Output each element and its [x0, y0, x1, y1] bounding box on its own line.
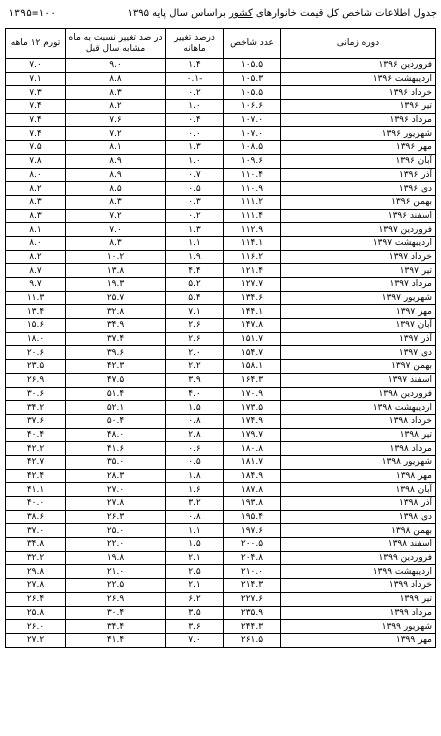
cell-period: آذر ۱۳۹۸ [281, 497, 436, 511]
table-row [6, 538, 436, 552]
cell-monthly-change: ۱.۴ [166, 59, 224, 73]
table-row [6, 592, 436, 606]
cell-yoy-change: ۴۱.۶ [66, 442, 166, 456]
cell-index: ۱۳۴.۶ [224, 291, 281, 305]
header-index: عدد شاخص [224, 29, 281, 59]
cell-period: اردیبهشت ۱۳۹۶ [281, 72, 436, 86]
cell-yoy-change: ۱۳.۸ [66, 264, 166, 278]
cell-index: ۱۶۴.۳ [224, 373, 281, 387]
cell-monthly-change: ۳.۹ [166, 373, 224, 387]
cell-yoy-change: ۲۵.۰ [66, 524, 166, 538]
cell-period: اسفند ۱۳۹۸ [281, 538, 436, 552]
cell-yoy-change: ۱۹.۳ [66, 278, 166, 292]
table-row [6, 154, 436, 168]
cell-period: شهریور ۱۳۹۷ [281, 291, 436, 305]
cell-monthly-change: ۰.۵ [166, 455, 224, 469]
table-row [6, 278, 436, 292]
cell-yoy-change: ۵۱.۴ [66, 387, 166, 401]
cell-period: آذر ۱۳۹۷ [281, 332, 436, 346]
cell-index: ۱۷۴.۹ [224, 414, 281, 428]
table-row [6, 141, 436, 155]
cell-index: ۱۰۷.۰ [224, 127, 281, 141]
cell-yoy-change: ۴۸.۰ [66, 428, 166, 442]
cell-index: ۱۵۱.۷ [224, 332, 281, 346]
cell-period: اردیبهشت ۱۳۹۷ [281, 236, 436, 250]
cell-yoy-change: ۳۵.۰ [66, 455, 166, 469]
cell-yoy-change: ۷.۰ [66, 223, 166, 237]
cell-period: مهر ۱۳۹۸ [281, 469, 436, 483]
table-row [6, 113, 436, 127]
cell-monthly-change: ۰.۸ [166, 510, 224, 524]
cell-12-month-inflation: ۲۷.۲ [6, 633, 66, 647]
table-row [6, 223, 436, 237]
cell-index: ۱۹۷.۶ [224, 524, 281, 538]
cell-index: ۱۵۴.۷ [224, 346, 281, 360]
cell-period: خرداد ۱۳۹۶ [281, 86, 436, 100]
cell-yoy-change: ۱۰.۲ [66, 250, 166, 264]
table-row [6, 579, 436, 593]
cell-monthly-change: ۱.۵ [166, 538, 224, 552]
cell-yoy-change: ۸.۳ [66, 86, 166, 100]
table-row [6, 414, 436, 428]
cell-index: ۱۱۰.۹ [224, 182, 281, 196]
table-row [6, 483, 436, 497]
cell-yoy-change: ۱۹.۸ [66, 551, 166, 565]
cell-period: مهر ۱۳۹۶ [281, 141, 436, 155]
cell-12-month-inflation: ۷.۳ [6, 86, 66, 100]
table-row [6, 127, 436, 141]
cell-monthly-change: ۵.۲ [166, 278, 224, 292]
cell-index: ۲۴۴.۳ [224, 620, 281, 634]
cell-12-month-inflation: ۷.۵ [6, 141, 66, 155]
table-row [6, 360, 436, 374]
table-row [6, 633, 436, 647]
cell-12-month-inflation: ۹.۷ [6, 278, 66, 292]
cell-12-month-inflation: ۸.۰ [6, 236, 66, 250]
table-row [6, 72, 436, 86]
cell-yoy-change: ۲۲.۵ [66, 579, 166, 593]
cell-yoy-change: ۲۱.۰ [66, 565, 166, 579]
cell-period: مهر ۱۳۹۹ [281, 633, 436, 647]
cell-index: ۱۰۹.۶ [224, 154, 281, 168]
cell-12-month-inflation: ۸.۲ [6, 250, 66, 264]
cell-yoy-change: ۸.۸ [66, 72, 166, 86]
header-yoy-change: در صد تغییر نسبت به ماه مشابه سال قبل [66, 29, 166, 59]
cell-period: خرداد ۱۳۹۸ [281, 414, 436, 428]
cell-yoy-change: ۸.۳ [66, 195, 166, 209]
cell-monthly-change: ۰.۶ [166, 442, 224, 456]
cell-index: ۱۸۴.۹ [224, 469, 281, 483]
cell-monthly-change: ۱.۰ [166, 100, 224, 114]
cell-period: بهمن ۱۳۹۸ [281, 524, 436, 538]
table-row [6, 565, 436, 579]
cell-monthly-change: ۳.۶ [166, 620, 224, 634]
cell-yoy-change: ۴۲.۳ [66, 360, 166, 374]
cell-index: ۱۹۵.۴ [224, 510, 281, 524]
cell-index: ۱۰۵.۵ [224, 59, 281, 73]
cell-yoy-change: ۸.۹ [66, 154, 166, 168]
cell-monthly-change: ۱.۵ [166, 401, 224, 415]
table-row [6, 455, 436, 469]
cell-yoy-change: ۲۷.۸ [66, 497, 166, 511]
cell-monthly-change: ۱.۸ [166, 469, 224, 483]
cell-monthly-change: ۱.۳ [166, 223, 224, 237]
cell-index: ۱۷۹.۷ [224, 428, 281, 442]
cell-period: تیر ۱۳۹۷ [281, 264, 436, 278]
cell-12-month-inflation: ۸.۰ [6, 168, 66, 182]
title-text-underlined: کشور [229, 8, 253, 19]
cell-monthly-change: ۱.۳ [166, 141, 224, 155]
cell-12-month-inflation: ۸.۲ [6, 182, 66, 196]
cell-12-month-inflation: ۲۶.۹ [6, 373, 66, 387]
cell-12-month-inflation: ۷.۰ [6, 59, 66, 73]
cell-index: ۲۰۰.۵ [224, 538, 281, 552]
cell-monthly-change: ۰.۴ [166, 113, 224, 127]
table-row [6, 195, 436, 209]
cell-monthly-change: ۵.۴ [166, 291, 224, 305]
cell-period: شهریور ۱۳۹۶ [281, 127, 436, 141]
cell-12-month-inflation: ۳۰.۶ [6, 387, 66, 401]
cell-yoy-change: ۲۷.۰ [66, 483, 166, 497]
cell-monthly-change: ۰.۲ [166, 86, 224, 100]
cell-monthly-change: ۲.۱ [166, 579, 224, 593]
cell-12-month-inflation: ۲۳.۵ [6, 360, 66, 374]
table-title [127, 8, 437, 19]
cell-index: ۲۳۵.۹ [224, 606, 281, 620]
cell-period: آبان ۱۳۹۸ [281, 483, 436, 497]
cell-monthly-change: ۰.۳ [166, 195, 224, 209]
table-row [6, 319, 436, 333]
cell-monthly-change: ۷.۱ [166, 305, 224, 319]
cell-index: ۲۲۷.۶ [224, 592, 281, 606]
cell-period: دی ۱۳۹۸ [281, 510, 436, 524]
cell-12-month-inflation: ۸.۳ [6, 209, 66, 223]
cell-index: ۱۱۱.۲ [224, 195, 281, 209]
cell-period: مرداد ۱۳۹۹ [281, 606, 436, 620]
cell-12-month-inflation: ۳۴.۲ [6, 401, 66, 415]
cell-monthly-change: ۱.۱ [166, 236, 224, 250]
table-row [6, 168, 436, 182]
table-row [6, 182, 436, 196]
cell-monthly-change: ۲.۸ [166, 428, 224, 442]
cell-yoy-change: ۸.۹ [66, 168, 166, 182]
cell-12-month-inflation: ۱۸.۰ [6, 332, 66, 346]
cell-monthly-change: ۱.۱ [166, 524, 224, 538]
cell-index: ۱۰۵.۳ [224, 72, 281, 86]
cell-yoy-change: ۸.۱ [66, 141, 166, 155]
cell-index: ۱۴۴.۱ [224, 305, 281, 319]
cell-yoy-change: ۳۹.۶ [66, 346, 166, 360]
cell-12-month-inflation: ۷.۴ [6, 113, 66, 127]
cell-monthly-change: ۲.۶ [166, 319, 224, 333]
cell-12-month-inflation: ۴۲.۲ [6, 442, 66, 456]
cell-yoy-change: ۲۲.۰ [66, 538, 166, 552]
cell-period: اردیبهشت ۱۳۹۸ [281, 401, 436, 415]
cell-12-month-inflation: ۴۰.۰ [6, 497, 66, 511]
cell-period: تیر ۱۳۹۶ [281, 100, 436, 114]
cell-12-month-inflation: ۳۸.۶ [6, 510, 66, 524]
cell-12-month-inflation: ۸.۳ [6, 195, 66, 209]
cell-monthly-change: ۰.۲ [166, 209, 224, 223]
cell-period: خرداد ۱۳۹۷ [281, 250, 436, 264]
table-row [6, 524, 436, 538]
cell-monthly-change: -۰.۱ [166, 72, 224, 86]
cell-period: شهریور ۱۳۹۹ [281, 620, 436, 634]
cell-period: مرداد ۱۳۹۷ [281, 278, 436, 292]
cell-period: بهمن ۱۳۹۷ [281, 360, 436, 374]
table-row [6, 236, 436, 250]
table-row [6, 346, 436, 360]
cell-12-month-inflation: ۷.۴ [6, 100, 66, 114]
table-row [6, 332, 436, 346]
cell-index: ۲۰۴.۸ [224, 551, 281, 565]
cell-12-month-inflation: ۷.۱ [6, 72, 66, 86]
cell-yoy-change: ۴۷.۵ [66, 373, 166, 387]
cell-12-month-inflation: ۷.۴ [6, 127, 66, 141]
cell-period: تیر ۱۳۹۸ [281, 428, 436, 442]
cell-yoy-change: ۳۲.۸ [66, 305, 166, 319]
table-row [6, 209, 436, 223]
cell-12-month-inflation: ۴۲.۴ [6, 469, 66, 483]
cell-yoy-change: ۵۰.۴ [66, 414, 166, 428]
cell-12-month-inflation: ۱۵.۶ [6, 319, 66, 333]
cell-period: فروردین ۱۳۹۹ [281, 551, 436, 565]
cell-monthly-change: ۰.۷ [166, 168, 224, 182]
cell-index: ۱۰۵.۵ [224, 86, 281, 100]
cell-period: خرداد ۱۳۹۹ [281, 579, 436, 593]
cell-period: مهر ۱۳۹۷ [281, 305, 436, 319]
cell-period: فروردین ۱۳۹۸ [281, 387, 436, 401]
cell-monthly-change: ۱.۰ [166, 154, 224, 168]
table-row [6, 305, 436, 319]
cell-period: آبان ۱۳۹۷ [281, 319, 436, 333]
table-row [6, 497, 436, 511]
cell-yoy-change: ۷.۲ [66, 127, 166, 141]
cell-monthly-change: ۰.۵ [166, 182, 224, 196]
cell-yoy-change: ۵۲.۱ [66, 401, 166, 415]
cell-yoy-change: ۳۰.۴ [66, 606, 166, 620]
table-row [6, 510, 436, 524]
cell-monthly-change: ۲.۵ [166, 565, 224, 579]
table-row [6, 264, 436, 278]
cell-yoy-change: ۸.۲ [66, 100, 166, 114]
cell-yoy-change: ۲۶.۳ [66, 510, 166, 524]
cell-monthly-change: ۲.۶ [166, 332, 224, 346]
table-body [6, 59, 436, 648]
cell-monthly-change: ۴.۰ [166, 387, 224, 401]
cell-monthly-change: ۶.۲ [166, 592, 224, 606]
cell-index: ۱۷۰.۹ [224, 387, 281, 401]
header-monthly-change: درصد تغییر ماهانه [166, 29, 224, 59]
cell-index: ۱۸۰.۸ [224, 442, 281, 456]
cell-monthly-change: ۱.۶ [166, 483, 224, 497]
cell-yoy-change: ۷.۶ [66, 113, 166, 127]
cell-period: فروردین ۱۳۹۶ [281, 59, 436, 73]
cell-12-month-inflation: ۲۷.۸ [6, 579, 66, 593]
cell-period: شهریور ۱۳۹۸ [281, 455, 436, 469]
title-bar [4, 6, 437, 26]
cell-12-month-inflation: ۱۱.۳ [6, 291, 66, 305]
cell-12-month-inflation: ۸.۱ [6, 223, 66, 237]
table-row [6, 387, 436, 401]
cell-index: ۱۲۷.۷ [224, 278, 281, 292]
table-row [6, 620, 436, 634]
table-row [6, 401, 436, 415]
cell-period: اسفند ۱۳۹۶ [281, 209, 436, 223]
cell-index: ۱۲۱.۴ [224, 264, 281, 278]
cell-index: ۱۵۸.۱ [224, 360, 281, 374]
header-12-month-inflation: تورم ۱۲ ماهه [6, 29, 66, 59]
cell-yoy-change: ۹.۰ [66, 59, 166, 73]
cell-yoy-change: ۲۵.۷ [66, 291, 166, 305]
cell-period: آذر ۱۳۹۶ [281, 168, 436, 182]
table-row [6, 373, 436, 387]
cell-12-month-inflation: ۱۳.۴ [6, 305, 66, 319]
cell-monthly-change: ۰.۰ [166, 127, 224, 141]
base-year-label: ۱۳۹۵=۱۰۰ [8, 8, 57, 19]
cell-period: تیر ۱۳۹۹ [281, 592, 436, 606]
table-row [6, 428, 436, 442]
title-text-end: براساس سال پایه ۱۳۹۵ [127, 8, 226, 19]
cell-index: ۱۱۱.۴ [224, 209, 281, 223]
table-header-row [6, 29, 436, 59]
cell-yoy-change: ۴۱.۴ [66, 633, 166, 647]
cell-period: اسفند ۱۳۹۷ [281, 373, 436, 387]
cell-index: ۱۰۶.۶ [224, 100, 281, 114]
cell-12-month-inflation: ۳۲.۲ [6, 551, 66, 565]
cell-monthly-change: ۲.۲ [166, 360, 224, 374]
cell-period: مرداد ۱۳۹۸ [281, 442, 436, 456]
cell-index: ۱۹۳.۸ [224, 497, 281, 511]
cell-12-month-inflation: ۲۵.۸ [6, 606, 66, 620]
table-row [6, 469, 436, 483]
cell-index: ۱۱۴.۱ [224, 236, 281, 250]
cell-monthly-change: ۰.۸ [166, 414, 224, 428]
table-row [6, 606, 436, 620]
cell-12-month-inflation: ۴۰.۴ [6, 428, 66, 442]
cell-12-month-inflation: ۲۶.۰ [6, 620, 66, 634]
cell-yoy-change: ۸.۳ [66, 236, 166, 250]
cell-yoy-change: ۲۶.۹ [66, 592, 166, 606]
cell-period: اردیبهشت ۱۳۹۹ [281, 565, 436, 579]
cell-index: ۱۰۸.۵ [224, 141, 281, 155]
cell-12-month-inflation: ۸.۷ [6, 264, 66, 278]
cell-period: مرداد ۱۳۹۶ [281, 113, 436, 127]
cell-12-month-inflation: ۳۴.۸ [6, 538, 66, 552]
table-row [6, 86, 436, 100]
cell-index: ۱۸۷.۸ [224, 483, 281, 497]
cell-index: ۱۷۳.۵ [224, 401, 281, 415]
cell-12-month-inflation: ۲۹.۸ [6, 565, 66, 579]
header-period: دوره زمانی [281, 29, 436, 59]
cell-12-month-inflation: ۳۷.۰ [6, 524, 66, 538]
cell-yoy-change: ۷.۲ [66, 209, 166, 223]
cell-12-month-inflation: ۴۲.۷ [6, 455, 66, 469]
cell-index: ۱۴۷.۸ [224, 319, 281, 333]
cell-12-month-inflation: ۷.۸ [6, 154, 66, 168]
table-row [6, 250, 436, 264]
table-row [6, 551, 436, 565]
cell-index: ۲۱۴.۳ [224, 579, 281, 593]
cell-12-month-inflation: ۲۶.۴ [6, 592, 66, 606]
cell-yoy-change: ۳۴.۴ [66, 620, 166, 634]
table-row [6, 100, 436, 114]
cell-period: دی ۱۳۹۶ [281, 182, 436, 196]
cell-period: دی ۱۳۹۷ [281, 346, 436, 360]
cell-index: ۱۰۷.۰ [224, 113, 281, 127]
cell-monthly-change: ۳.۵ [166, 606, 224, 620]
cell-12-month-inflation: ۴۱.۱ [6, 483, 66, 497]
cell-12-month-inflation: ۳۷.۶ [6, 414, 66, 428]
cell-monthly-change: ۱.۹ [166, 250, 224, 264]
cell-index: ۲۶۱.۵ [224, 633, 281, 647]
table-row [6, 291, 436, 305]
cell-monthly-change: ۲.۱ [166, 551, 224, 565]
cell-yoy-change: ۲۸.۳ [66, 469, 166, 483]
cell-period: آبان ۱۳۹۶ [281, 154, 436, 168]
cell-index: ۲۱۰.۰ [224, 565, 281, 579]
cell-yoy-change: ۳۷.۴ [66, 332, 166, 346]
cell-yoy-change: ۳۴.۹ [66, 319, 166, 333]
title-text-start: جدول اطلاعات شاخص کل قیمت خانوارهای [255, 8, 437, 19]
cell-12-month-inflation: ۲۰.۶ [6, 346, 66, 360]
cell-period: بهمن ۱۳۹۶ [281, 195, 436, 209]
cell-index: ۱۸۱.۷ [224, 455, 281, 469]
cell-monthly-change: ۴.۴ [166, 264, 224, 278]
cell-index: ۱۱۲.۹ [224, 223, 281, 237]
cell-index: ۱۱۰.۴ [224, 168, 281, 182]
table-row [6, 442, 436, 456]
table-row [6, 59, 436, 73]
inflation-table [5, 28, 436, 648]
cell-monthly-change: ۲.۰ [166, 346, 224, 360]
cell-monthly-change: ۷.۰ [166, 633, 224, 647]
cell-monthly-change: ۳.۲ [166, 497, 224, 511]
cell-period: فروردین ۱۳۹۷ [281, 223, 436, 237]
cell-index: ۱۱۶.۲ [224, 250, 281, 264]
cell-yoy-change: ۸.۵ [66, 182, 166, 196]
